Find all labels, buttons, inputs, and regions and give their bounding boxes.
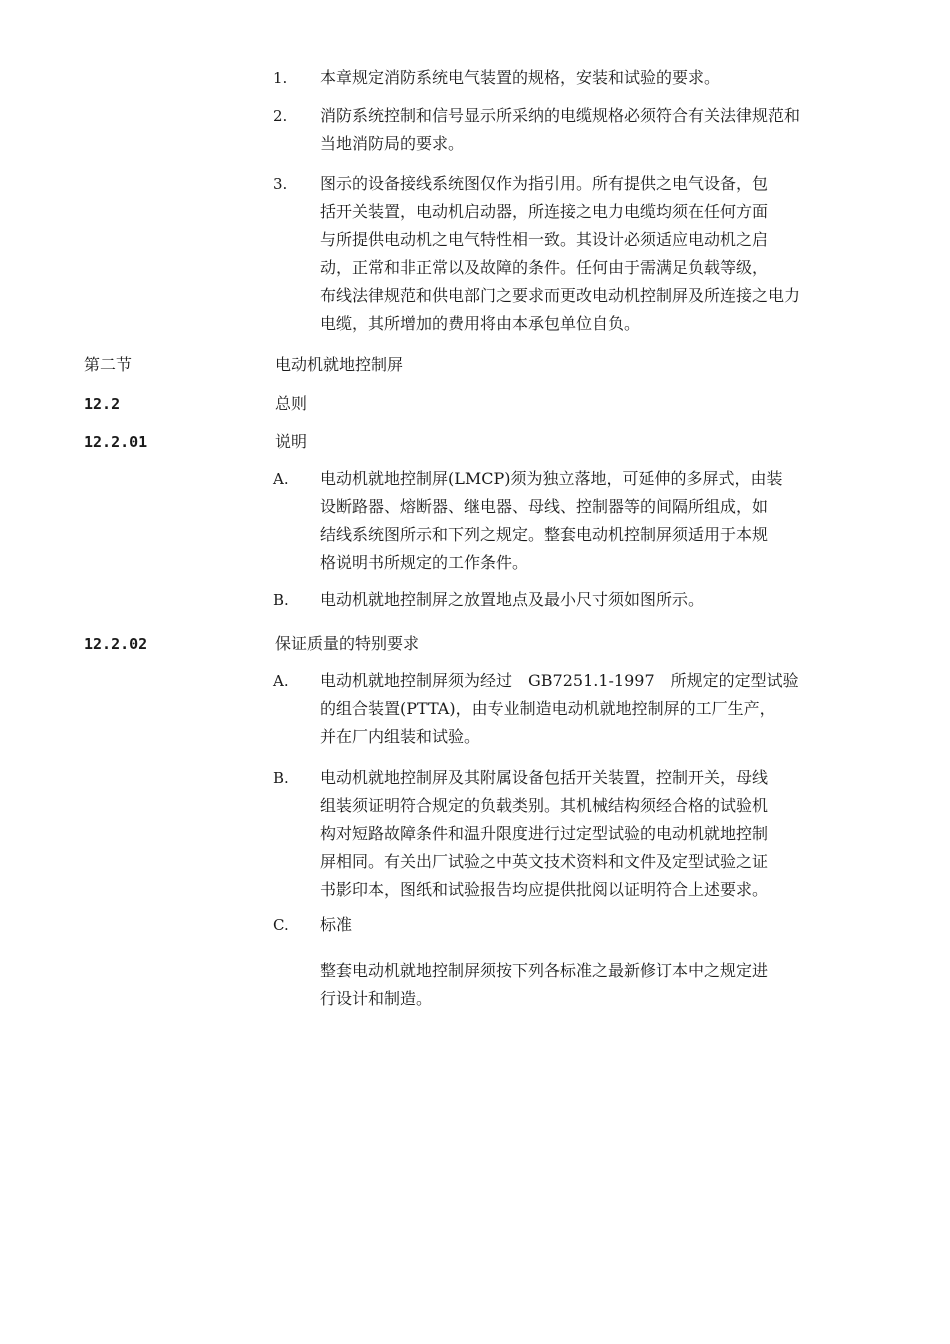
list-marker: 2. [273,107,288,125]
text-line: 屏相同。有关出厂试验之中英文技术资料和文件及定型试验之证 [320,852,769,871]
list-marker: 1. [273,69,288,87]
text-line: 书影印本，图纸和试验报告均应提供批阅以证明符合上述要求。 [320,880,769,899]
paragraph [320,764,860,904]
text-line: 与所提供电动机之电气特性相一致。其设计必须适应电动机之启 [320,230,769,249]
text-line: 图示的设备接线系统图仅作为指引用。所有提供之电气设备，包 [320,174,769,193]
text-line: 消防系统控制和信号显示所采纳的电缆规格必须符合有关法律规范和 [320,106,801,125]
text-line: 结线系统图所示和下列之规定。整套电动机控制屏须适用于本规 [320,525,769,544]
list-marker: A. [273,470,289,488]
list-marker: B. [273,769,289,787]
text-line: 动，正常和非正常以及故障的条件。任何由于需满足负载等级， [320,258,769,277]
list-marker: A. [273,672,289,690]
list-marker: B. [273,591,289,609]
clause-title: 保证质量的特别要求 [275,634,420,653]
text-line: 格说明书所规定的工作条件。 [320,553,529,572]
paragraph [320,170,860,338]
text-line: 电动机就地控制屏须为经过 GB7251.1-1997 所规定的定型试验 [320,671,799,690]
clause-number: 12.2 [84,395,121,413]
text-line: 当地消防局的要求。 [320,134,465,153]
clause-title: 说明 [275,432,308,451]
section-title: 电动机就地控制屏 [275,355,404,374]
clause-number: 12.2.02 [84,635,148,653]
text-line: 括开关装置，电动机启动器，所连接之电力电缆均须在任何方面 [320,202,769,221]
paragraph [320,102,860,158]
text-line: 布线法律规范和供电部门之要求而更改电动机控制屏及所连接之电力 [320,286,801,305]
text-line: 电动机就地控制屏及其附属设备包括开关装置，控制开关，母线 [320,768,769,787]
list-marker: 3. [273,175,288,193]
paragraph [320,911,860,939]
list-marker: C. [273,916,289,934]
text-line: 电动机就地控制屏之放置地点及最小尺寸须如图所示。 [320,590,705,609]
text-line: 整套电动机就地控制屏须按下列各标准之最新修订本中之规定进 [320,961,769,980]
clause-number: 12.2.01 [84,433,148,451]
text-line: 行设计和制造。 [320,989,433,1008]
text-line: 并在厂内组装和试验。 [320,727,481,746]
paragraph [320,465,860,577]
text-line: 设断路器、熔断器、继电器、母线、控制器等的间隔所组成，如 [320,497,769,516]
text-line: 的组合装置(PTTA)，由专业制造电动机就地控制屏的工厂生产， [320,699,776,718]
clause-title: 总则 [275,394,308,413]
text-line: 标准 [320,915,353,934]
text-line: 组装须证明符合规定的负载类别。其机械结构须经合格的试验机 [320,796,769,815]
paragraph [320,64,860,92]
paragraph [320,667,860,751]
text-line: 电动机就地控制屏(LMCP)须为独立落地，可延伸的多屏式，由装 [320,469,783,488]
section-label: 第二节 [84,355,133,374]
text-line: 电缆，其所增加的费用将由本承包单位自负。 [320,314,641,333]
text-line: 构对短路故障条件和温升限度进行过定型试验的电动机就地控制 [320,824,769,843]
paragraph [320,586,860,614]
paragraph [320,957,860,1013]
text-line: 本章规定消防系统电气装置的规格，安装和试验的要求。 [320,68,721,87]
